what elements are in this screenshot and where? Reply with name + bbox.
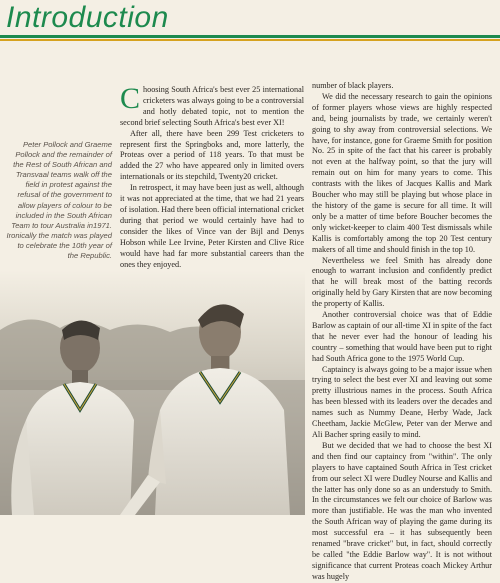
text-column-right <box>312 81 492 583</box>
paragraph: In retrospect, it may have been just as well, although it was not appreciated at the time, that we had 21 years of isolation. Had there been official international cricket during that period we would certainly have had to consider the likes of Vince van der Bijl and Denys Hobson while Lee Irvine, Peter Kirsten and Clive Rice would have had far more substantial careers than the ones they enjoyed. <box>120 183 304 269</box>
cricketers-photo <box>0 270 305 515</box>
paragraph: Captaincy is always going to be a major issue when trying to select the best ever XI and leaving out some pretty illustrious names in the process. South Africa has been blessed with its leaders over the decades and names such as Nummy Deane, Herby Wade, Jack Cheetham, Jackie McGlew, Peter van der Merwe and Ali Bacher spring easily to mind. <box>312 364 492 439</box>
paragraph: number of black players. <box>312 81 394 90</box>
paragraph: After all, there have been 299 Test cricketers to represent first the Springboks and, more latterly, the Proteas over a period of 118 years. To that must be added the 27 who have appeared only in limited overs internationals or its stepchild, Twenty20 cricket. <box>120 128 304 182</box>
paragraph: We did the necessary research to gain the opinions of former players whose views are highly respected and, being journalists by trade, we certainly weren't going to shy away from controversial selections. We have, for instance, gone for Graeme Smith for position No. 25 in spite of the fact that his career is probably not even at the halfway point, so that the jury will remain out on him for many years to come. This contrasts with the likes of Jacques Kallis and Mark Boucher who may still be playing but whose place in the history of the game is secure for all time. It will only be a matter of time before Boucher becomes the only wicket-keeper to claim 400 Test dismissals while Kallis is comfortably among the top 20 Test century makers of all time and should finish in the top 10. <box>312 91 492 254</box>
paragraph: But we decided that we had to choose the best XI and then find our captaincy from "within". The only players to have captained South Africa in Test cricket from our select XI were Dudley Nourse and Kallis and the latter has only done so as an understudy to Smith. In the circumstances we felt our choice of Barlow was more than justifiable. He was the man who invented the South African way of playing the game during its most successful era – it has subsequently been renamed "brave cricket" but, in fact, should correctly be called "the Eddie Barlow way". It is not without significance that current Proteas coach Mickey Arthur was hugely <box>312 440 492 581</box>
paragraph: Another controversial choice was that of Eddie Barlow as captain of our all-time XI in spite of the fact that he never ever had the honour of leading his country – something that would have been put to right had South Africa gone to the 1975 World Cup. <box>312 310 492 363</box>
paragraph: hoosing South Africa's best ever 25 international cricketers was always going to be a controversial and hotly debated topic, not to mention the second brief selecting South Africa's best ever XI! <box>120 85 304 127</box>
page-title: Introduction <box>6 1 169 34</box>
title-rule-green <box>0 35 500 38</box>
paragraph: Nevertheless we feel Smith has already done enough to warrant inclusion and confidently predict that he will break most of the batting records originally held by Gary Kirsten that are now becoming the property of Kallis. <box>312 255 492 309</box>
title-rule-gold <box>0 39 500 41</box>
photo-caption: Peter Pollock and Graeme Pollock and the remainder of the Rest of South African and Transvaal teams walk off the field in protest against the refusal of the government to allow players of colour to be included in the South African Team to tour Australia in1971. Ironically the match was played to celebrate the 10th year of the Republic. <box>6 140 112 261</box>
drop-cap: C <box>120 82 141 115</box>
